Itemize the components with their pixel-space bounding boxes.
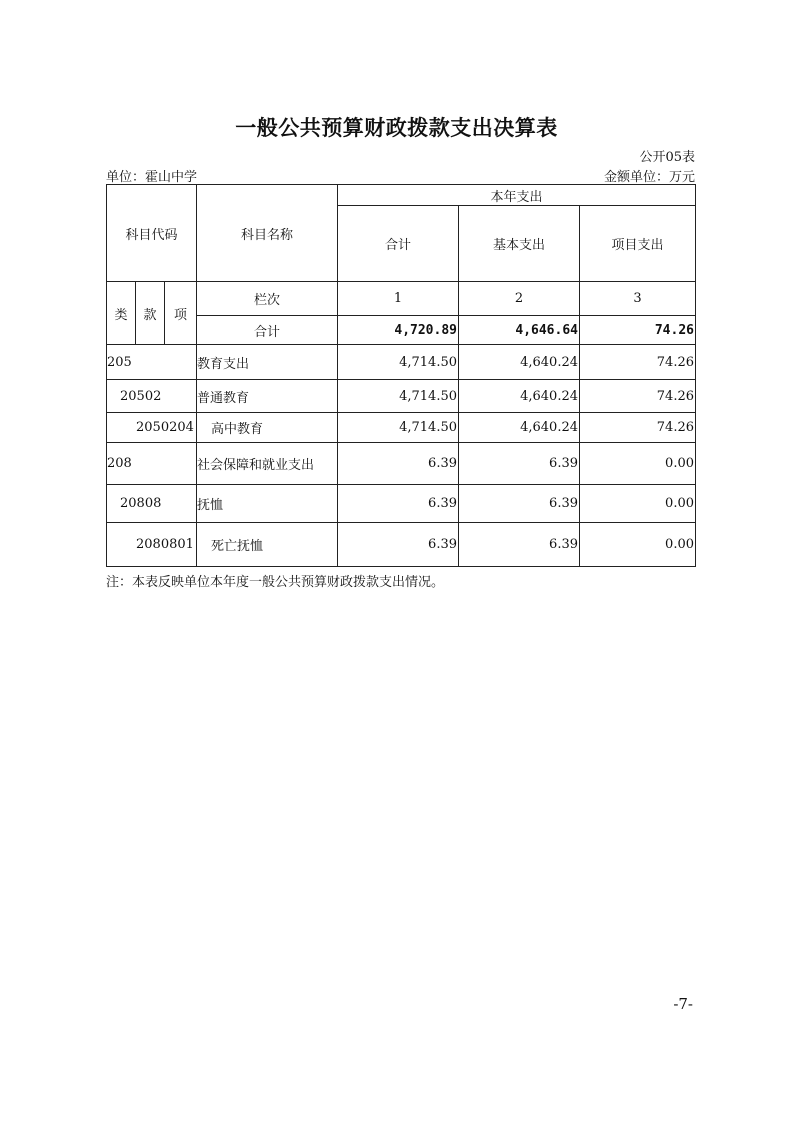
header-total: 合计 — [338, 206, 459, 282]
amount-unit: 金额单位：万元 — [603, 170, 695, 185]
form-number: 公开05表 — [639, 150, 695, 165]
header-col-order: 栏次 — [197, 282, 338, 316]
table-row — [107, 523, 696, 567]
row-total: 4,714.50 — [338, 380, 459, 413]
sum-basic: 4,646.64 — [459, 316, 580, 345]
row-code: 2050204 — [107, 413, 197, 443]
header-code: 科目代码 — [107, 185, 197, 282]
row-basic: 4,640.24 — [459, 380, 580, 413]
sum-project: 74.26 — [580, 316, 696, 345]
row-basic: 6.39 — [459, 443, 580, 485]
row-name: 高中教育 — [197, 413, 338, 443]
row-project: 0.00 — [580, 485, 696, 523]
expenditure-table — [106, 184, 696, 567]
row-basic: 6.39 — [459, 523, 580, 567]
table-row — [107, 485, 696, 523]
header-xiang: 项 — [165, 282, 197, 345]
column-order-row — [107, 282, 696, 316]
page-number: -7- — [673, 995, 693, 1013]
row-basic: 4,640.24 — [459, 413, 580, 443]
row-name: 普通教育 — [197, 380, 338, 413]
unit-label: 单位：霍山中学 — [106, 170, 198, 185]
row-project: 0.00 — [580, 443, 696, 485]
row-name: 社会保障和就业支出 — [197, 443, 338, 485]
header-project: 项目支出 — [580, 206, 696, 282]
row-name: 教育支出 — [197, 345, 338, 380]
row-code: 205 — [107, 345, 197, 380]
table-note: 注：本表反映单位本年度一般公共预算财政拨款支出情况。 — [106, 575, 445, 590]
row-code: 20502 — [107, 380, 197, 413]
row-total: 6.39 — [338, 485, 459, 523]
row-code: 20808 — [107, 485, 197, 523]
row-total: 4,714.50 — [338, 413, 459, 443]
header-basic: 基本支出 — [459, 206, 580, 282]
col-number-2: 2 — [459, 282, 580, 316]
row-total: 4,714.50 — [338, 345, 459, 380]
table-row — [107, 413, 696, 443]
sum-label: 合计 — [197, 316, 338, 345]
row-name: 死亡抚恤 — [197, 523, 338, 567]
row-basic: 4,640.24 — [459, 345, 580, 380]
header-name: 科目名称 — [197, 185, 338, 282]
row-project: 74.26 — [580, 380, 696, 413]
row-code: 208 — [107, 443, 197, 485]
row-name: 抚恤 — [197, 485, 338, 523]
page-title: 一般公共预算财政拨款支出决算表 — [235, 116, 558, 140]
sum-total: 4,720.89 — [338, 316, 459, 345]
header-year-total: 本年支出 — [338, 185, 696, 206]
header-lei: 类 — [107, 282, 136, 345]
col-number-1: 1 — [338, 282, 459, 316]
table-row — [107, 345, 696, 380]
table-row — [107, 443, 696, 485]
row-total: 6.39 — [338, 443, 459, 485]
col-number-3: 3 — [580, 282, 696, 316]
header-kuan: 款 — [136, 282, 165, 345]
header-row-1 — [107, 185, 696, 206]
row-total: 6.39 — [338, 523, 459, 567]
row-code: 2080801 — [107, 523, 197, 567]
row-project: 0.00 — [580, 523, 696, 567]
row-basic: 6.39 — [459, 485, 580, 523]
row-project: 74.26 — [580, 413, 696, 443]
row-project: 74.26 — [580, 345, 696, 380]
table-row — [107, 380, 696, 413]
